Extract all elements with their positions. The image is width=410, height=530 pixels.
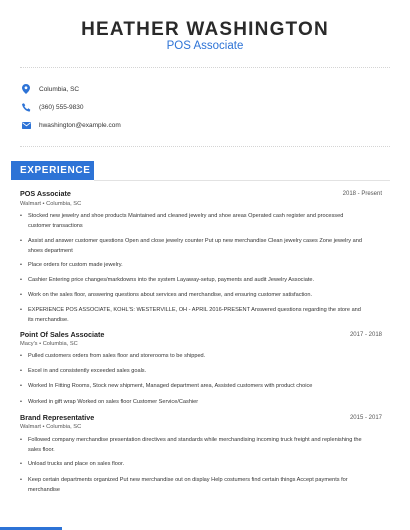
- bullet-item: • Place orders for custom made jewelry.: [20, 262, 123, 268]
- phone-icon: [21, 102, 31, 112]
- contact-location-text: Columbia, SC: [39, 85, 80, 93]
- job-employer: Walmart: [20, 424, 41, 430]
- job-employer: Walmart: [20, 201, 41, 207]
- bullet-item: • Worked in gift wrap Worked on sales floor Customer Service/Cashier: [20, 399, 199, 405]
- job-employer-line: Walmart • Columbia, SC: [20, 201, 82, 207]
- job-location: Columbia, SC: [46, 201, 82, 207]
- contact-divider: [20, 146, 390, 147]
- section-heading-experience: EXPERIENCE: [11, 161, 94, 180]
- job-employer-line: Macy's • Columbia, SC: [20, 341, 78, 347]
- job-location: Columbia, SC: [46, 424, 82, 430]
- bullet-item: • Work on the sales floor, answering questions about services and merchandise, and ensuring customer satisfaction.: [20, 292, 313, 298]
- bullet-item: • Pulled customers orders from sales floor and storerooms to be shipped.: [20, 353, 206, 359]
- bullet-item: • Stocked new jewelry and shoe products Maintained and cleaned jewelry and shoe areas Operated cash register and processed customer transactions: [20, 213, 344, 229]
- bullet-item: • Followed company merchandise presentation directives and standards while merchandising incoming truck freight and replenishing the sales floor.: [20, 437, 362, 453]
- location-pin-icon: [21, 84, 31, 94]
- contact-email-text[interactable]: hwashington@example.com: [39, 121, 121, 129]
- job-dates: 2018 - Present: [342, 191, 382, 197]
- email-icon: [21, 120, 31, 130]
- job-title: Brand Representative: [20, 413, 95, 422]
- contact-location: [21, 82, 79, 96]
- bullet-item: • Unload trucks and place on sales floor.: [20, 461, 125, 467]
- candidate-name: HEATHER WASHINGTON: [81, 19, 329, 40]
- job-title: POS Associate: [20, 189, 71, 198]
- bullet-item: • Assist and answer customer questions Open and close jewelry counter Put up new merchandise Clean jewelry cases Zone jewelry and shoes department: [20, 238, 362, 254]
- contact-phone-text: (360) 555-9830: [39, 103, 84, 111]
- contact-phone: [21, 100, 83, 114]
- job-dates: 2015 - 2017: [349, 415, 382, 421]
- job-location: Columbia, SC: [42, 341, 78, 347]
- job-employer-line: Walmart • Columbia, SC: [20, 424, 82, 430]
- header-divider: [20, 67, 390, 68]
- job-employer: Macy's: [20, 341, 38, 347]
- section-underline: [94, 180, 390, 181]
- bullet-item: • EXPERIENCE POS ASSOCIATE, KOHL'S: WESTERVILLE, OH - APRIL 2016-PRESENT Answered questions regarding the store and its merchandise.: [20, 307, 361, 323]
- bullet-item: • Keep certain departments organized Put new merchandise out on display Help costumers find certain things Accept payments for merchandise: [20, 477, 348, 493]
- bullet-item: • Cashier Entering price changes/markdowns into the system Layaway-setup, payments and audit Jewelry Associate.: [20, 277, 315, 283]
- job-title: Point Of Sales Associate: [20, 330, 105, 339]
- candidate-title: POS Associate: [166, 40, 244, 52]
- bullet-item: • Excel in and consistently exceeded sales goals.: [20, 368, 147, 374]
- job-dates: 2017 - 2018: [349, 332, 382, 338]
- contact-email[interactable]: [21, 118, 121, 132]
- bullet-item: • Worked In Fitting Rooms, Stock new shipment, Managed department area, Assisted customers with product choice: [20, 383, 313, 389]
